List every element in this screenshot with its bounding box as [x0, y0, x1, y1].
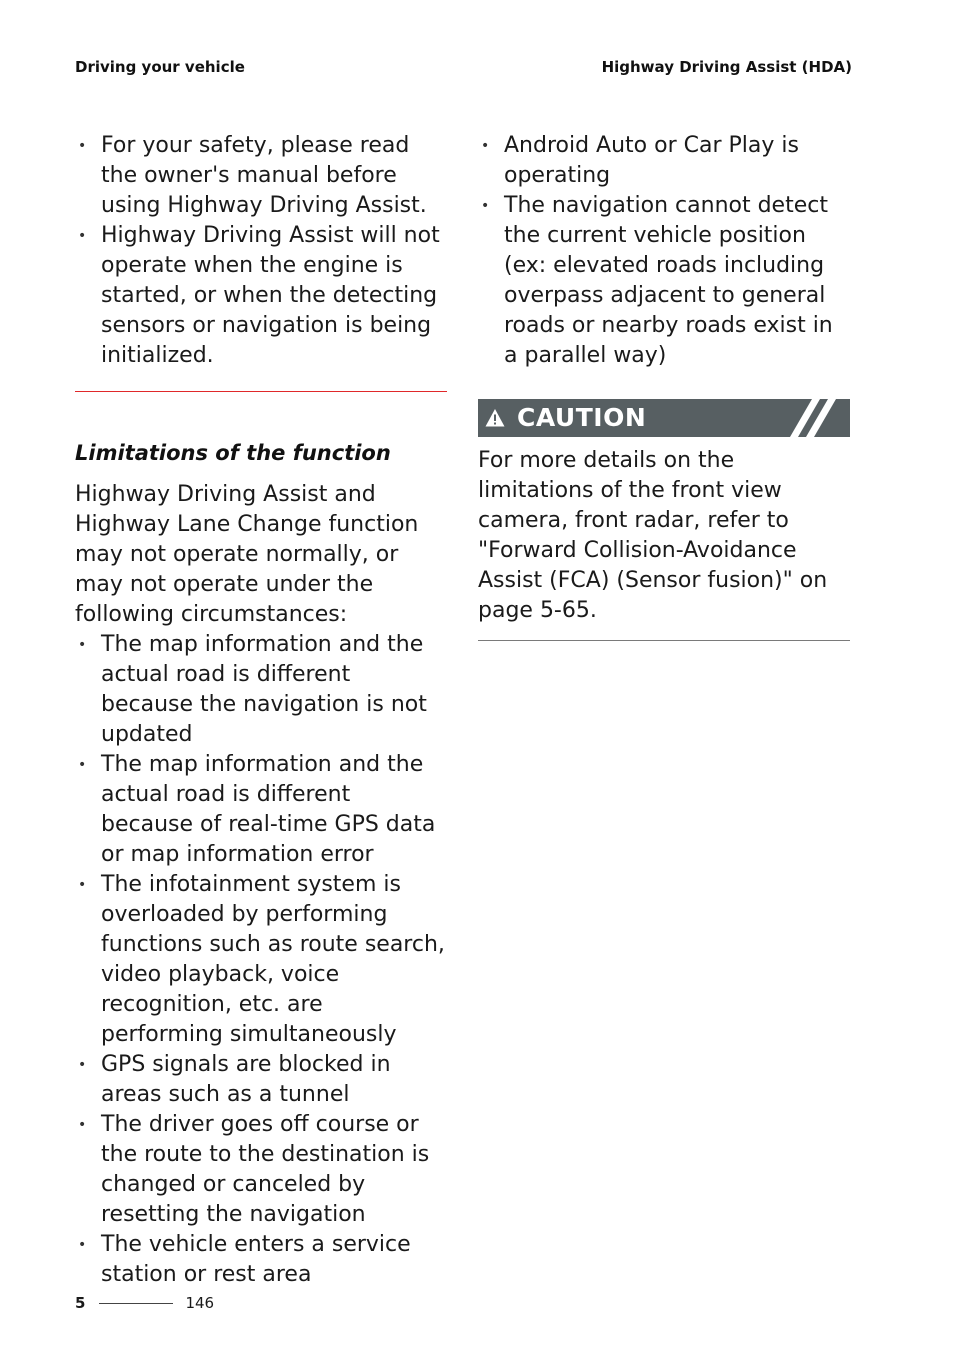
list-item: • The map information and the actual road is different because the navigation is not updated	[75, 630, 447, 750]
list-item: • The map information and the actual road is different because of real-time GPS data or map information error	[75, 750, 447, 870]
caution-text: For more details on the limitations of the front view camera, front radar, refer to "Forward Collision-Avoidance Assist (FCA) (Sensor fusion)" on page 5-65.	[478, 448, 828, 623]
left-column	[75, 131, 447, 1290]
page-footer	[75, 1294, 214, 1312]
list-item: • The driver goes off course or the route to the destination is changed or canceled by resetting the navigation	[75, 1110, 447, 1230]
list-item: • GPS signals are blocked in areas such as a tunnel	[75, 1050, 447, 1110]
chapter-number: 5	[75, 1294, 86, 1312]
list-item: • For your safety, please read the owner's manual before using Highway Driving Assist.	[75, 131, 447, 221]
caution-banner	[478, 399, 850, 437]
footer-rule	[99, 1303, 173, 1304]
page-number: 146	[185, 1294, 215, 1312]
running-header-section: Highway Driving Assist (HDA)	[601, 58, 852, 76]
intro-bullet-list	[75, 131, 447, 371]
list-item: • The navigation cannot detect the current vehicle position (ex: elevated roads including overpass adjacent to general roads or nearby roads exist in a parallel way)	[478, 191, 850, 371]
continued-bullet-list	[478, 131, 850, 371]
section-intro: Highway Driving Assist and Highway Lane Change function may not operate normally, or may not operate under the following circumstances:	[75, 482, 419, 627]
list-item: • Android Auto or Car Play is operating	[478, 131, 850, 191]
section-title: Limitations of the function	[75, 441, 391, 465]
list-item: • The vehicle enters a service station or rest area	[75, 1230, 447, 1290]
section-divider	[75, 391, 447, 392]
caution-label: CAUTION	[517, 403, 647, 432]
caution-end-divider	[478, 640, 850, 641]
list-item: • Highway Driving Assist will not operate when the engine is started, or when the detecting sensors or navigation is being initialized.	[75, 221, 447, 371]
hazard-stripes-decoration	[788, 399, 850, 437]
running-header-chapter: Driving your vehicle	[75, 58, 245, 76]
right-column	[478, 131, 850, 641]
warning-triangle-icon	[485, 408, 505, 428]
limitation-bullet-list	[75, 630, 447, 1290]
list-item: • The infotainment system is overloaded by performing functions such as route search, video playback, voice recognition, etc. are performing simultaneously	[75, 870, 447, 1050]
